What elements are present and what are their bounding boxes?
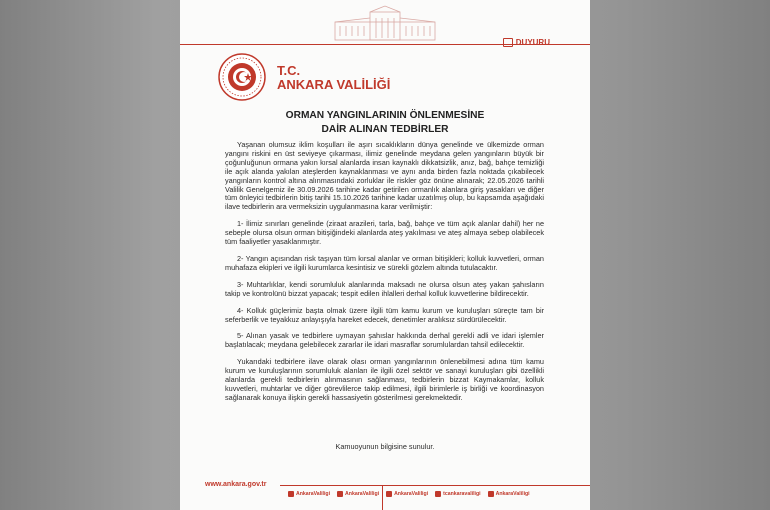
youtube-icon (386, 491, 392, 497)
governorship-building-icon (330, 4, 440, 42)
nsosyal-icon (288, 491, 294, 497)
measure-paragraph: 5- Alınan yasak ve tedbirlere uymayan şahıslar hakkında derhal gerekli adli ve idari işlemler başlatılacak; meydana gelebilecek zararlar ile idari masraflar sorumlulardan tahsil edilecektir. (225, 331, 544, 350)
document-title (180, 109, 590, 137)
announcement-badge (503, 38, 550, 47)
social-label: AnkaraValiligi (394, 491, 429, 497)
conclusion-paragraph: Yukarıdaki tedbirlere ilave olarak olası orman yangınlarının önlenebilmesi adına tüm kamu kurum ve kuruluşlarının sorumluluk alanları ile ilgili özel sektör ve sanayi kuruluşları gibi özellikli alanlarda gerekli tedbirlerin alınmasının sağlanması, tedbirlerin bizzat Kaymakamlar, kolluk kuvvetleri, muhtarlar ve diğer görevlilerce takip edilmesi, ilgili birimlerle iş birliği ve koordinasyon sağlanarak konuya ilişkin gerekli hassasiyetin gösterilmesi gerekmektedir. (225, 357, 544, 402)
announcement-icon (503, 38, 513, 47)
document-body (225, 141, 544, 411)
x-icon (488, 491, 494, 497)
social-label: tcankaravaliligi (443, 491, 481, 497)
announcement-label: DUYURU (515, 38, 550, 47)
blurred-background-left (0, 0, 180, 510)
title-line-2: DAİR ALINAN TEDBİRLER (321, 124, 449, 135)
footer-divider (280, 485, 590, 486)
social-link-youtube[interactable] (386, 491, 428, 497)
measure-paragraph: 2- Yangın açısından risk taşıyan tüm kırsal alanlar ve orman bitişikleri; kolluk kuvvetleri, orman muhafaza ekipleri ve ilgili kurumlarca kesintisiz ve sürekli gözlem altında tutulacaktır. (225, 253, 544, 272)
website-link[interactable]: www.ankara.gov.tr (205, 481, 267, 488)
org-name: ANKARA VALİLİĞİ (277, 77, 391, 92)
blurred-background-right (590, 0, 770, 510)
governorship-seal-logo (218, 53, 266, 101)
social-label: AnkaraValiligi (495, 491, 530, 497)
social-link-nsosyal[interactable] (288, 491, 330, 497)
social-label: AnkaraValiligi (296, 491, 331, 497)
social-link-x[interactable] (488, 491, 530, 497)
social-links (288, 491, 530, 497)
title-line-1: ORMAN YANGINLARININ ÖNLENMESİNE (285, 110, 485, 121)
instagram-icon (435, 491, 441, 497)
intro-paragraph: Yaşanan olumsuz iklim koşulları ile aşırı sıcaklıkların dünya genelinde ve ülkemizde orman yangını riskini en üst seviyeye çıkarması, ilimiz genelinde meydana gelen yangınların büyük bir çoğunluğunun ormana yakın kırsal alanlarda insan kaynaklı dikkatsizlik, anız, bağ, bahçe temizliği ile açık alanda yakılan ateşlerden kaynaklanması ve aynı anda birden fazla noktada çıkabilecek yangınların kontrol altına alınmasındaki zorluklar ile riskler göz önüne alınarak; 22.05.2026 tarihli Valilik Genelgemiz ile 30.09.2026 tarihine kadar getirilen ormanlık alanlara giriş yasakları ve diğer tüm önleyici tedbirlerin bitiş tarihi 15.10.2026 tarihine kadar uzatılmış olup, bu kapsamda aşağıdaki ilave tedbirlerin ara vermeksizin uygulanmasına karar verilmiştir: (225, 140, 544, 212)
social-link-facebook[interactable] (337, 491, 379, 497)
footer-vertical-divider (382, 486, 383, 510)
measure-paragraph: 1- İlimiz sınırları genelinde (ziraat arazileri, tarla, bağ, bahçe ve tüm açık alanlar dahil) her ne sebeple olursa olsun orman bitişiğindeki alanlarda ateş yakılması ve ateş almaya sebep olabilecek tüm faaliyetler yasaklanmıştır. (225, 219, 544, 247)
org-prefix: T.C. (277, 63, 301, 78)
closing-statement: Kamuoyunun bilgisine sunulur. (335, 442, 435, 451)
social-link-instagram[interactable] (435, 491, 481, 497)
social-label: AnkaraValiligi (345, 491, 380, 497)
measure-paragraph: 4- Kolluk güçlerimiz başta olmak üzere ilgili tüm kamu kurum ve kuruluşları süreçte tam bir seferberlik ve teyakkuz anlayışıyla hareket edecek, denetimler aralıksız sürdürülecektir. (225, 305, 544, 324)
facebook-icon (337, 491, 343, 497)
measure-paragraph: 3- Muhtarlıklar, kendi sorumluluk alanlarında maksadı ne olursa olsun ateş yakan şahısların takip ve kontrolünü bizzat yapacak; tespit edilen ihlalleri derhal kolluk kuvvetlerine bildirecektir. (225, 279, 544, 298)
announcement-document (180, 0, 590, 510)
